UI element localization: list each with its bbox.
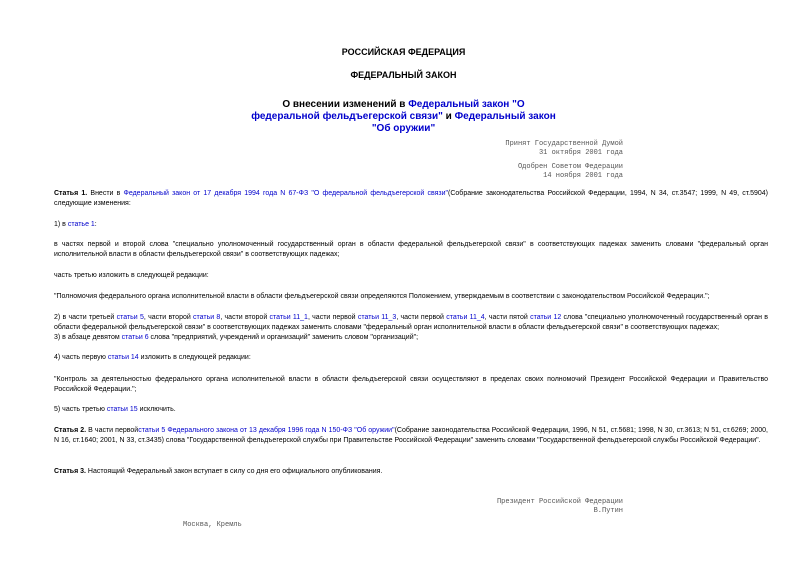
law-title — [250, 99, 557, 135]
signature-position: Президент Российской Федерации — [496, 498, 623, 506]
item5-link[interactable]: статьи 15 — [106, 406, 138, 413]
article3-label: Статья 3. — [54, 468, 86, 475]
item2-link-art11-1[interactable]: статьи 11_1 — [269, 314, 308, 321]
item3-link[interactable]: статьи 6 — [121, 334, 149, 341]
item2-link-art5[interactable]: статьи 5 — [116, 314, 144, 321]
signature-place: Москва, Кремль — [183, 521, 242, 529]
item2-c: , части второй — [220, 314, 270, 321]
law-type-heading: ФЕДЕРАЛЬНЫЙ ЗАКОН — [350, 70, 457, 80]
adoption-council — [518, 163, 623, 172]
article2 — [54, 426, 768, 445]
item5 — [54, 405, 768, 415]
article2-text2: (Собрание законодательства Российской Федерации, 1996, N 51, ст.5681; 1998, N 30, ст.3613; N 51, ст.6269; 2000, N 16, ст.1640; 2001, N 33, ст.3435) слова "Государственной фельдъегерской службы при Правительстве Российской Федерации" заменить словами "Государственной фельдъегерской службы Российской Федерации". — [54, 427, 768, 444]
adoption-duma — [505, 140, 623, 149]
article3-text: Настоящий Федеральный закон вступает в силу со дня его официального опубликования. — [85, 468, 383, 475]
title-mid: и — [442, 111, 455, 122]
signature-name: В.Путин — [593, 507, 623, 515]
item4-a: 4) часть первую — [54, 354, 108, 361]
item3-b: слова "предприятий, учреждений и организаций" заменить словом "организаций"; — [148, 334, 419, 341]
article2-text1: В части первой — [86, 427, 139, 434]
item1-post: : — [94, 221, 97, 228]
item4-link[interactable]: статьи 14 — [107, 354, 139, 361]
item2-a: 2) в части третьей — [54, 314, 117, 321]
adoption-duma-date — [539, 149, 623, 158]
item5-b: исключить. — [137, 406, 176, 413]
country-heading: РОССИЙСКАЯ ФЕДЕРАЦИЯ — [341, 47, 466, 57]
item4-quote: "Контроль за деятельностью федерального органа исполнительной власти в области фельдъегерской связи осуществляют в пределах своих полномочий Президент Российской Федерации и Правительство Российской Федерации."; — [54, 376, 768, 393]
item2-g: слова "специально уполномоченный государственный орган в области федеральной фельдъегерской связи" в соответствующих падежах заменить словами "федеральный орган исполнительной власти в области фельдъегерской связи" в соответствующих падежах; — [54, 314, 769, 331]
item1 — [54, 220, 768, 230]
council-label: Одобрен Советом Федерации — [517, 163, 623, 171]
item3 — [54, 333, 768, 343]
article1-intro — [54, 189, 768, 208]
item1-a: в частях первой и второй слова "специально уполномоченный государственный орган в области федеральной фельдъегерской связи" в соответствующих падежах заменить словами "федеральный орган исполнительной власти в области фельдъегерской связи" в соответствующих падежах; — [54, 241, 768, 258]
item5-a: 5) часть третью — [54, 406, 107, 413]
item2-link-art11-4[interactable]: статьи 11_4 — [446, 314, 485, 321]
article1-label: Статья 1. — [54, 190, 88, 197]
title-link-weapons-law[interactable]: Федеральный закон "Об оружии" — [371, 111, 556, 134]
item2 — [54, 313, 768, 332]
item2-b: , части второй — [143, 314, 194, 321]
item2-link-art12[interactable]: статьи 12 — [530, 314, 562, 321]
item1-quote: "Полномочия федерального органа исполнительной власти в области фельдъегерской связи определяются Положением, утверждаемым в соответствии с законодательством Российской Федерации."; — [54, 293, 710, 300]
duma-label: Принят Государственной Думой — [505, 140, 623, 148]
adoption-council-date — [543, 172, 623, 181]
duma-date: 31 октября 2001 года — [538, 149, 623, 157]
article1-text2: (Собрание законодательства Российской Федерации, 1994, N 34, ст.3547; 1999, N 49, ст.5904) следующие изменения: — [54, 190, 768, 207]
article3 — [54, 467, 768, 477]
article2-label: Статья 2. — [54, 427, 87, 434]
item1-b: часть третью изложить в следующей редакции: — [54, 272, 209, 279]
item2-d: , части первой — [307, 314, 358, 321]
council-date: 14 ноября 2001 года — [543, 172, 623, 180]
article1-law-link[interactable]: Федеральный закон от 17 декабря 1994 года N 67-ФЗ "О федеральной фельдъегерской связи" — [123, 190, 449, 197]
item2-link-art11-3[interactable]: статьи 11_3 — [357, 314, 397, 321]
item2-f: , части пятой — [484, 314, 531, 321]
item3-a: 3) в абзаце девятом — [54, 334, 122, 341]
item4 — [54, 353, 768, 363]
title-prefix: О внесении изменений в — [282, 99, 409, 110]
title-link-courier-law[interactable]: Федеральный закон "О федеральной фельдъегерской связи" — [251, 99, 525, 122]
item1-pre: 1) в — [54, 221, 68, 228]
item2-e: , части первой — [396, 314, 447, 321]
item4-b: изложить в следующей редакции: — [138, 354, 251, 361]
item1-link[interactable]: статье 1 — [67, 221, 95, 228]
item2-link-art8[interactable]: статьи 8 — [193, 314, 221, 321]
article2-law-link[interactable]: статьи 5 Федерального закона от 13 декабря 1996 года N 150-ФЗ "Об оружии" — [138, 427, 395, 434]
article1-text1: Внести в — [87, 190, 124, 197]
